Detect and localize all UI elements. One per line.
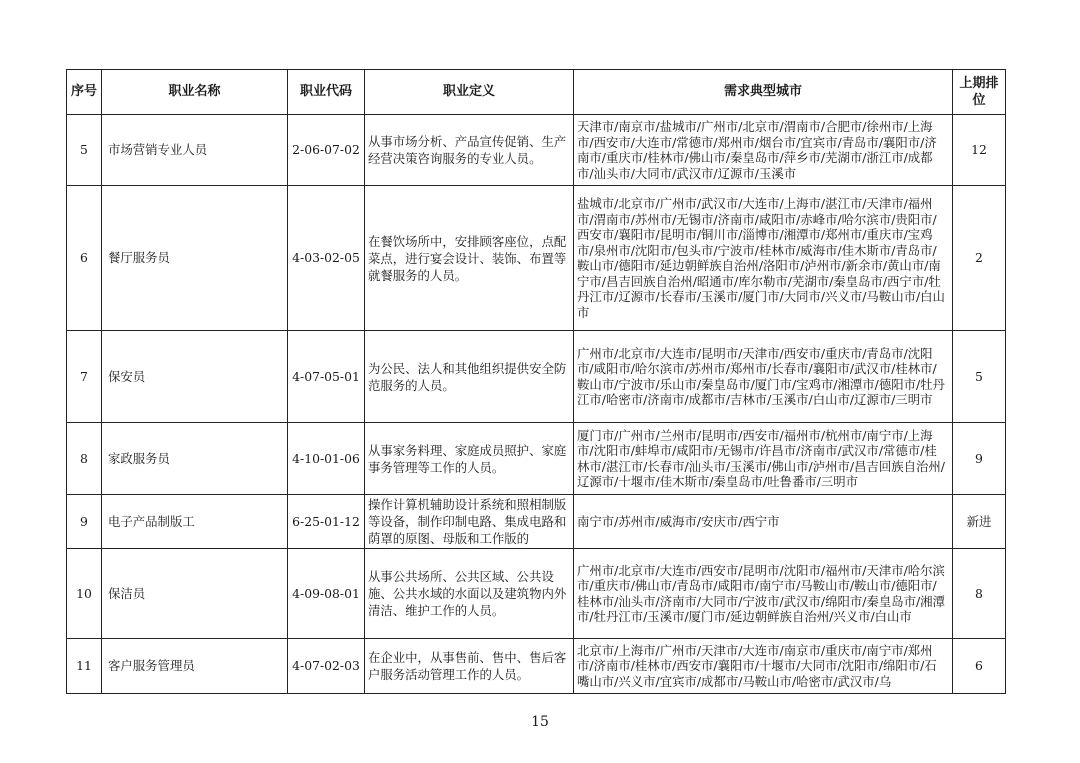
cell-typical-cities: 北京市/上海市/广州市/天津市/大连市/南京市/重庆市/南宁市/郑州市/济南市/桂林市/西安市/襄阳市/十堰市/大同市/沈阳市/绵阳市/石嘴山市/兴义市/宜宾市/成都市/马鞍山市/哈密市/武汉市/乌 [574,639,953,694]
cell-occupation-definition: 从事市场分析、产品宣传促销、生产经营决策咨询服务的专业人员。 [365,115,574,186]
header-occupation-definition: 职业定义 [365,70,574,115]
cell-seq: 6 [67,186,102,331]
cell-previous-rank: 12 [953,115,1006,186]
cell-occupation-name: 保安员 [102,331,288,423]
table-row [67,639,1006,694]
cell-typical-cities: 南宁市/苏州市/威海市/安庆市/西宁市 [574,495,953,549]
header-previous-rank: 上期排位 [953,70,1006,115]
table-row [67,186,1006,331]
header-typical-cities: 需求典型城市 [574,70,953,115]
cell-occupation-definition: 在企业中，从事售前、售中、售后客户服务活动管理工作的人员。 [365,639,574,694]
table-row [67,495,1006,549]
header-occupation-name: 职业名称 [102,70,288,115]
cell-seq: 7 [67,331,102,423]
cell-occupation-code: 2-06-07-02 [288,115,365,186]
cell-previous-rank: 新进 [953,495,1006,549]
cell-occupation-name: 家政服务员 [102,423,288,495]
cell-occupation-definition: 为公民、法人和其他组织提供安全防范服务的人员。 [365,331,574,423]
cell-occupation-name: 餐厅服务员 [102,186,288,331]
cell-typical-cities: 广州市/北京市/大连市/昆明市/天津市/西安市/重庆市/青岛市/沈阳市/咸阳市/哈尔滨市/苏州市/郑州市/长春市/襄阳市/武汉市/桂林市/鞍山市/宁波市/乐山市/秦皇岛市/厦门市/宝鸡市/湘潭市/德阳市/牡丹江市/哈密市/济南市/成都市/吉林市/玉溪市/白山市/辽源市/三明市 [574,331,953,423]
cell-seq: 10 [67,549,102,639]
cell-occupation-code: 4-03-02-05 [288,186,365,331]
cell-occupation-name: 保洁员 [102,549,288,639]
cell-occupation-code: 4-07-05-01 [288,331,365,423]
cell-occupation-name: 市场营销专业人员 [102,115,288,186]
cell-occupation-code: 4-07-02-03 [288,639,365,694]
table-row [67,549,1006,639]
cell-seq: 9 [67,495,102,549]
cell-previous-rank: 8 [953,549,1006,639]
header-seq: 序号 [67,70,102,115]
table-row [67,423,1006,495]
cell-typical-cities: 广州市/北京市/大连市/西安市/昆明市/沈阳市/福州市/天津市/哈尔滨市/重庆市/佛山市/青岛市/咸阳市/南宁市/马鞍山市/鞍山市/德阳市/桂林市/汕头市/济南市/大同市/宁波市/武汉市/绵阳市/秦皇岛市/湘潭市/牡丹江市/玉溪市/厦门市/延边朝鲜族自治州/兴义市/白山市 [574,549,953,639]
cell-typical-cities: 厦门市/广州市/兰州市/昆明市/西安市/福州市/杭州市/南宁市/上海市/沈阳市/蚌埠市/咸阳市/无锡市/许昌市/济南市/武汉市/常德市/桂林市/湛江市/长春市/汕头市/玉溪市/佛山市/泸州市/昌吉回族自治州/辽源市/十堰市/佳木斯市/秦皇岛市/吐鲁番市/三明市 [574,423,953,495]
cell-occupation-code: 4-09-08-01 [288,549,365,639]
cell-seq: 11 [67,639,102,694]
cell-occupation-code: 4-10-01-06 [288,423,365,495]
cell-occupation-definition: 从事公共场所、公共区域、公共设施、公共水域的水面以及建筑物内外清洁、维护工作的人员。 [365,549,574,639]
cell-occupation-definition: 在餐饮场所中，安排顾客座位，点配菜点，进行宴会设计、装饰、布置等就餐服务的人员。 [365,186,574,331]
cell-previous-rank: 6 [953,639,1006,694]
cell-previous-rank: 5 [953,331,1006,423]
table-header-row [67,70,1006,115]
cell-seq: 5 [67,115,102,186]
cell-occupation-definition: 从事家务料理、家庭成员照护、家庭事务管理等工作的人员。 [365,423,574,495]
page-number: 15 [531,714,549,730]
cell-occupation-name: 客户服务管理员 [102,639,288,694]
occupation-demand-table [66,69,1006,694]
cell-typical-cities: 盐城市/北京市/广州市/武汉市/大连市/上海市/湛江市/天津市/福州市/渭南市/苏州市/无锡市/济南市/咸阳市/赤峰市/哈尔滨市/贵阳市/西安市/襄阳市/昆明市/铜川市/淄博市/湘潭市/郑州市/重庆市/宝鸡市/泉州市/沈阳市/包头市/宁波市/桂林市/威海市/佳木斯市/青岛市/鞍山市/德阳市/延边朝鲜族自治州/洛阳市/泸州市/新余市/黄山市/南宁市/昌吉回族自治州/昭通市/库尔勒市/芜湖市/秦皇岛市/西宁市/牡丹江市/辽源市/长春市/玉溪市/厦门市/大同市/兴义市/马鞍山市/白山市 [574,186,953,331]
table-row [67,115,1006,186]
cell-occupation-definition: 操作计算机辅助设计系统和照相制版等设备，制作印制电路、集成电路和荫罩的原图、母版和工作版的 [365,495,574,549]
cell-typical-cities: 天津市/南京市/盐城市/广州市/北京市/渭南市/合肥市/徐州市/上海市/西安市/大连市/常德市/郑州市/烟台市/宜宾市/青岛市/襄阳市/济南市/重庆市/桂林市/佛山市/秦皇岛市/萍乡市/芜湖市/浙江市/成都市/汕头市/大同市/武汉市/辽源市/玉溪市 [574,115,953,186]
table-row [67,331,1006,423]
header-occupation-code: 职业代码 [288,70,365,115]
cell-occupation-name: 电子产品制版工 [102,495,288,549]
cell-previous-rank: 9 [953,423,1006,495]
cell-previous-rank: 2 [953,186,1006,331]
cell-seq: 8 [67,423,102,495]
cell-occupation-code: 6-25-01-12 [288,495,365,549]
